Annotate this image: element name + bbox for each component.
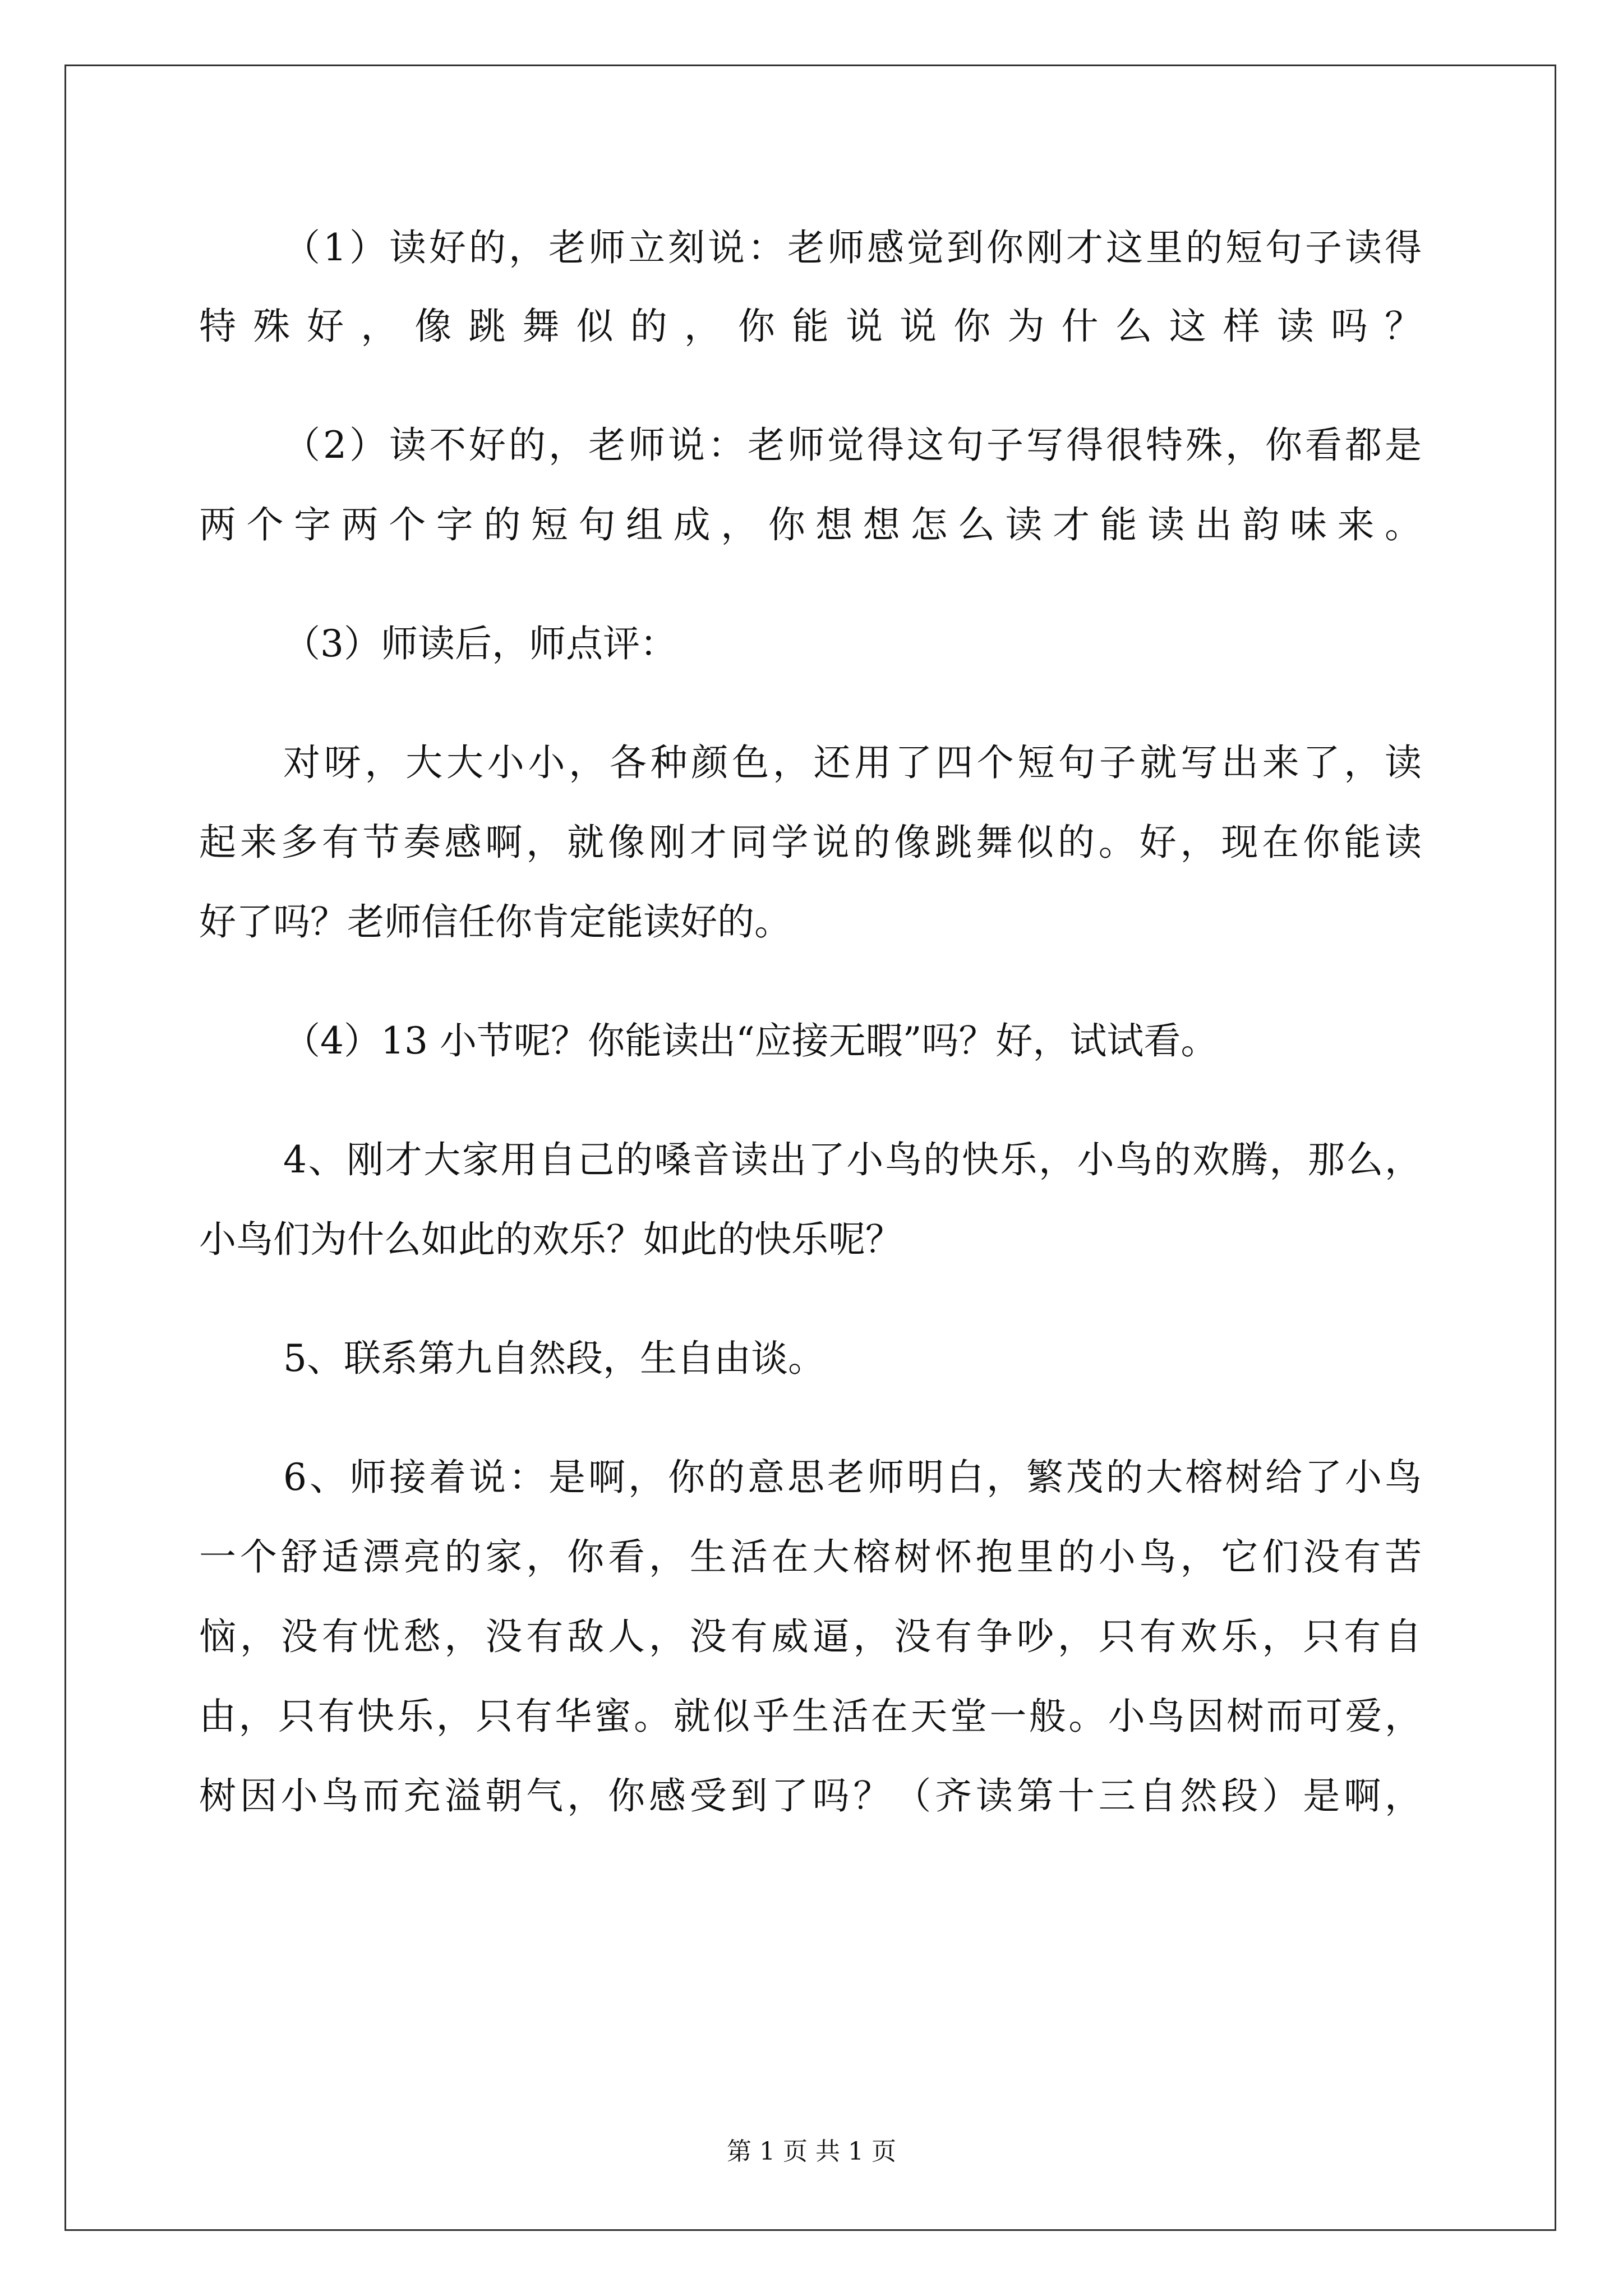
page-number-footer: 第 1 页 共 1 页 bbox=[727, 2137, 896, 2166]
text-line: 恼，没有忧愁，没有敌人，没有威逼，没有争吵，只有欢乐，只有自 bbox=[199, 1615, 1422, 1658]
text-line: 特殊好，像跳舞似的，你能说说你为什么这样读吗？ bbox=[199, 305, 1422, 348]
text-line: 一个舒适漂亮的家，你看，生活在大榕树怀抱里的小鸟，它们没有苦 bbox=[199, 1535, 1422, 1579]
text-line: 好了吗？老师信任你肯定能读好的。 bbox=[199, 900, 791, 944]
text-line: 由，只有快乐，只有华蜜。就似乎生活在天堂一般。小鸟因树而可爱， bbox=[199, 1695, 1422, 1738]
text-line: 4、刚才大家用自己的嗓音读出了小鸟的快乐，小鸟的欢腾，那么， bbox=[283, 1138, 1422, 1181]
text-line: （4）13 小节呢？你能读出“应接无暇”吗？好，试试看。 bbox=[283, 1019, 1218, 1062]
text-line: 对呀，大大小小，各种颜色，还用了四个短句子就写出来了，读 bbox=[283, 741, 1422, 784]
text-line: 起来多有节奏感啊，就像刚才同学说的像跳舞似的。好，现在你能读 bbox=[199, 821, 1422, 864]
text-line: 6、师接着说：是啊，你的意思老师明白，繁茂的大榕树给了小鸟 bbox=[283, 1456, 1422, 1499]
text-line: （1）读好的，老师立刻说：老师感觉到你刚才这里的短句子读得 bbox=[283, 226, 1422, 269]
text-line: 树因小鸟而充溢朝气，你感受到了吗？（齐读第十三自然段）是啊， bbox=[199, 1774, 1422, 1818]
text-line: 小鸟们为什么如此的欢乐？如此的快乐呢？ bbox=[199, 1218, 902, 1261]
text-line: （3）师读后，师点评： bbox=[283, 622, 677, 665]
text-line: （2）读不好的，老师说：老师觉得这句子写得很特殊，你看都是 bbox=[283, 424, 1422, 467]
text-line: 5、联系第九自然段，生自由谈。 bbox=[283, 1337, 825, 1380]
text-line: 两个字两个字的短句组成，你想想怎么读才能读出韵味来。 bbox=[199, 503, 1422, 546]
